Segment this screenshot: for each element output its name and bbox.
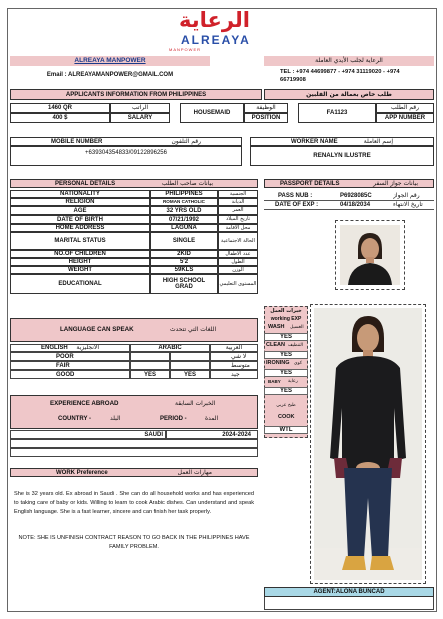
skill-value: WTL xyxy=(264,426,308,434)
skill-value: YES xyxy=(264,369,308,377)
portrait-photo xyxy=(340,225,400,285)
skill-label: CLEAN xyxy=(266,342,285,349)
detail-label: WEIGHT xyxy=(10,266,150,274)
work-pref-text: She is 32 years old. Ex abroad in Saudi . She can do all household works and has experienced to taking care of baby or kids. Willing to learn to cook Arabic dishes. Can understand and speak English language. She is a fast learner, sincere and can finish her task properly. xyxy=(14,491,254,515)
passport-number-label: PASS NUB : xyxy=(278,192,313,199)
detail-label-ar: تاريخ الميلاد xyxy=(218,215,258,224)
passport-exp-value: 04/18/2034 xyxy=(340,201,371,208)
skill-label: COOK xyxy=(278,414,295,421)
level-label: FAIR xyxy=(10,361,130,370)
detail-label-ar: الديانة xyxy=(218,198,258,206)
skills-title: working EXP xyxy=(270,316,302,322)
detail-value: HIGH SCHOOL GRAD xyxy=(150,274,218,294)
language-english xyxy=(10,344,130,352)
app-number-label-ar: رقم الطلب xyxy=(376,103,434,113)
detail-value: ROMAN CATHOLIC xyxy=(150,198,218,206)
detail-value: 5'2 xyxy=(150,258,218,266)
detail-label: RELIGION xyxy=(10,198,150,206)
detail-label: NATIONALITY xyxy=(10,190,150,198)
detail-label-ar: المستوى التعليمي xyxy=(218,274,258,294)
skills-title-ar: خبرات العمل xyxy=(270,307,302,314)
mobile-value: +639304354833/09122896256 xyxy=(10,146,242,166)
detail-value: PHILIPPINES xyxy=(150,190,218,198)
logo-arabic: الرعاية xyxy=(179,8,250,32)
level-arabic xyxy=(170,361,210,370)
detail-value: 07/21/1992 xyxy=(150,215,218,224)
country-label-ar: البلد xyxy=(110,415,121,422)
level-arabic xyxy=(170,352,210,361)
salary-label: SALARY xyxy=(110,113,170,123)
experience-empty-row xyxy=(10,439,258,448)
level-label: GOOD xyxy=(10,370,130,379)
position-label: POSITION xyxy=(244,113,288,123)
level-ar: لا شي xyxy=(210,352,258,361)
company-tel: TEL : +974 44699877 - +974 31119020 - +974 66719908 xyxy=(280,69,400,83)
level-ar: جيد xyxy=(210,370,258,379)
english-label: ENGLISH xyxy=(41,345,68,351)
detail-label: MARITAL STATUS xyxy=(10,232,150,250)
language-table xyxy=(10,344,258,382)
logo-latin: ALREAYA xyxy=(181,33,251,47)
logo-sub: MANPOWER xyxy=(169,47,201,52)
personal-title xyxy=(10,179,258,188)
experience-period: 2024-2024 xyxy=(166,430,258,439)
company-name-en: ALREAYA MANPOWER xyxy=(10,56,210,66)
passport-exp-label: DATE OF EXP : xyxy=(275,201,319,208)
agent-footer-box xyxy=(264,597,434,610)
period-label-ar: المدة xyxy=(205,415,219,422)
work-pref-title-en: WORK Preference xyxy=(56,469,108,476)
detail-label: DATE OF BIRTH xyxy=(10,215,150,224)
detail-label: AGE xyxy=(10,206,150,215)
app-number-label: APP NUMBER xyxy=(376,113,434,123)
detail-label-ar: عدد الأطفال xyxy=(218,250,258,258)
worker-label xyxy=(250,137,434,146)
personal-title-en: PERSONAL DETAILS xyxy=(55,180,116,187)
worker-label-ar: إسم العاملة xyxy=(363,137,393,145)
detail-label: EDUCATIONAL xyxy=(10,274,150,294)
skill-label: IRONING xyxy=(266,360,290,367)
passport-exp-label-ar: تاريخ الانتهاء xyxy=(393,200,423,208)
language-title: LANGUAGE CAN SPEAK xyxy=(60,325,134,333)
worker-label-en: WORKER NAME xyxy=(291,138,338,145)
passport-title xyxy=(264,179,434,188)
company-email: Email : ALREAYAMANPOWER@GMAIL.COM xyxy=(46,72,174,78)
detail-label-ar: الطول xyxy=(218,258,258,266)
work-pref-title-ar: مهارات العمل xyxy=(177,468,212,476)
level-ar: متوسط xyxy=(210,361,258,370)
skill-label: WASH xyxy=(268,324,285,331)
detail-label-ar: الحالة الاجتماعية xyxy=(218,232,258,250)
company-name-ar: الرعاية لجلب الأيدي العاملة xyxy=(264,56,434,66)
work-pref-note: NOTE: SHE IS UNFINISH CONTRACT REASON TO GO BACK IN THE PHILIPPINES HAVE FAMILY PROBLEM. xyxy=(18,535,250,550)
detail-value: 59KLS xyxy=(150,266,218,274)
experience-country: SAUDI xyxy=(10,430,166,439)
applicants-title: APPLICANTS INFORMATION FROM PHILIPPINES xyxy=(10,89,262,100)
mobile-label-en: MOBILE NUMBER xyxy=(51,138,103,145)
passport-title-ar: بيانات جواز السفر xyxy=(373,179,418,187)
level-english xyxy=(130,361,170,370)
mobile-label-ar: رقم التلفون xyxy=(171,137,201,145)
applicants-title-ar: طلب خاص بعمالة من الفلبين xyxy=(264,89,434,100)
detail-value: LAGUNA xyxy=(150,224,218,232)
skill-label: BABY xyxy=(268,378,281,384)
level-label: POOR xyxy=(10,352,130,361)
detail-value: SINGLE xyxy=(150,232,218,250)
worker-name: RENALYN ILUSTRE xyxy=(250,146,434,166)
detail-label-ar: الوزن xyxy=(218,266,258,274)
personal-title-ar: بيانات صاحب الطلب xyxy=(161,179,213,187)
app-number-value: FA1123 xyxy=(298,103,376,123)
salary-usd: 400 $ xyxy=(10,113,110,123)
salary-qr: 1460 QR xyxy=(10,103,110,113)
detail-label-ar: الجنسية xyxy=(218,190,258,198)
english-label-ar: الانجليزية xyxy=(76,344,99,351)
skill-value: YES xyxy=(264,351,308,359)
period-label: PERIOD - xyxy=(160,416,187,422)
skill-label-ar: التنظيف xyxy=(288,342,304,348)
country-label: COUNTRY - xyxy=(58,416,91,422)
language-arabic: ARABIC xyxy=(130,344,210,352)
level-arabic: YES xyxy=(170,370,210,379)
full-body-photo xyxy=(314,308,422,580)
skill-label-ar: طبخ عربي xyxy=(276,402,296,408)
passport-number-value: P6928085C xyxy=(340,192,372,199)
skill-label-ar: كوي xyxy=(294,360,302,366)
skill-label-ar: الغسيل xyxy=(290,324,304,330)
mobile-label xyxy=(10,137,242,146)
position-label-ar: الوظيفة xyxy=(244,103,288,113)
skill-label-ar: رعاية xyxy=(288,378,298,384)
passport-number-label-ar: رقم الجواز xyxy=(393,191,420,199)
position-value: HOUSEMAID xyxy=(180,103,244,123)
logo xyxy=(165,10,283,50)
agent-label: AGENT:ALONA BUNCAD xyxy=(264,587,434,597)
detail-label-ar: محل الاقامة xyxy=(218,224,258,232)
detail-label: NO.OF CHILDREN xyxy=(10,250,150,258)
level-english xyxy=(130,352,170,361)
language-title-ar: اللغات التي تتحدث xyxy=(170,326,217,333)
detail-label: HEIGHT xyxy=(10,258,150,266)
detail-label-ar: العمر xyxy=(218,206,258,215)
experience-empty-row xyxy=(10,448,258,457)
skill-value: YES xyxy=(264,333,308,341)
detail-value: 2KID xyxy=(150,250,218,258)
passport-title-en: PASSPORT DETAILS xyxy=(280,180,340,187)
experience-title: EXPERIENCE ABROAD xyxy=(50,399,119,407)
experience-title-ar: الخبرات السابقة xyxy=(175,400,216,407)
salary-label-ar: الراتب xyxy=(110,103,170,113)
detail-value: 32 YRS OLD xyxy=(150,206,218,215)
detail-label: HOME ADDRESS xyxy=(10,224,150,232)
work-pref-title xyxy=(10,468,258,477)
skill-value: YES xyxy=(264,387,308,395)
level-english: YES xyxy=(130,370,170,379)
language-arabic-ar: العربية xyxy=(210,344,258,352)
